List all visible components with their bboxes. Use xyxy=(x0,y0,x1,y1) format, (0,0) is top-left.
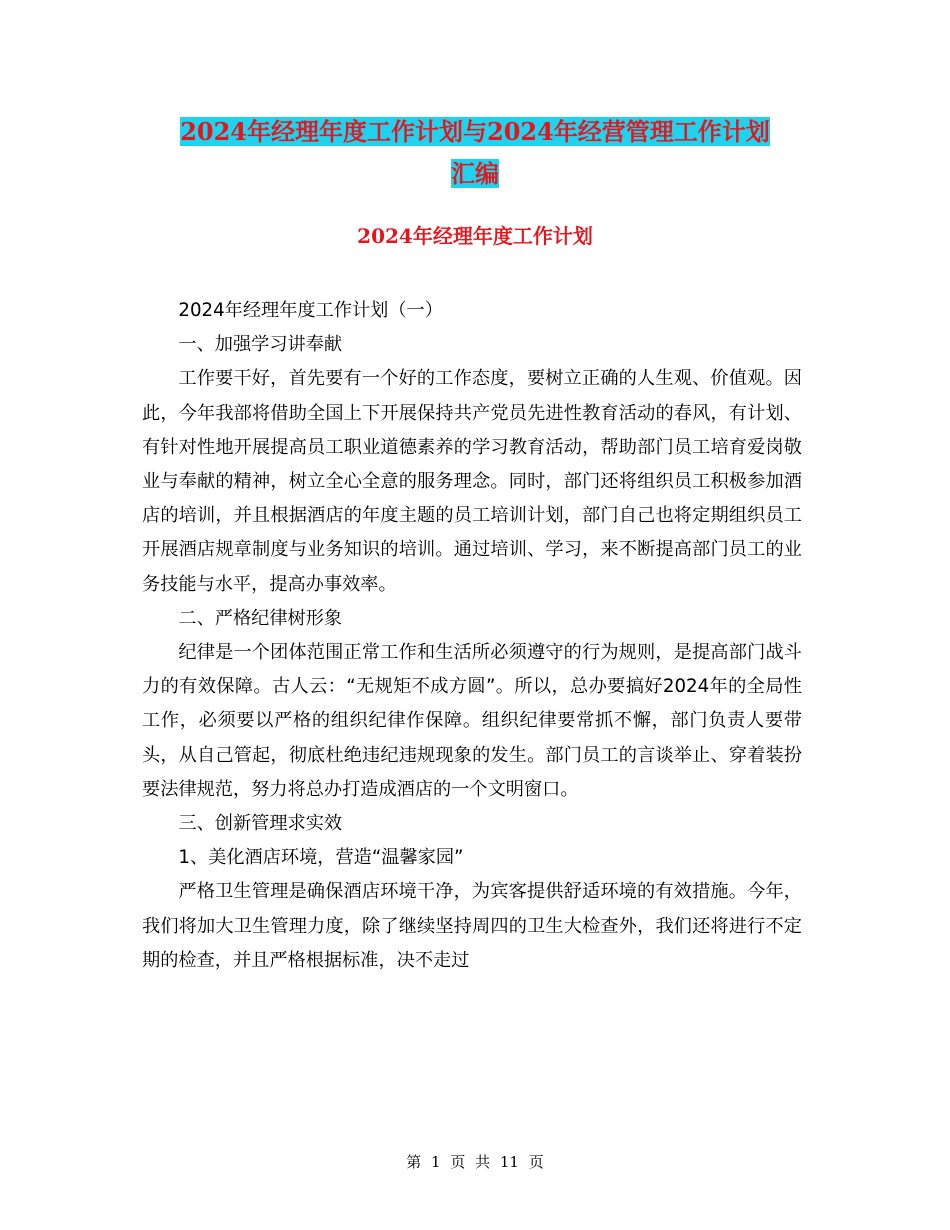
subheading-beautify-environment: 1、美化酒店环境，营造“温馨家园” xyxy=(178,847,464,869)
paragraph-discipline-image: 纪律是一个团体范围正常工作和生活所必须遵守的行为规则，是提高部门战斗力的有效保障。古人云：“无规矩不成方圆”。所以，总办要搞好2024年的全局性工作，必须要以严格的组织纪律作保障。组织纪律要常抓不懈，部门负责人要带头，从自己管起，彻底杜绝违纪违规现象的发生。部门员工的言谈举止、穿着装扮要法律规范，努力将总办打造成酒店的一个文明窗口。 xyxy=(142,642,802,800)
page-footer: 第 1 页 共 11 页 xyxy=(406,1153,544,1171)
paragraph-hygiene-management: 严格卫生管理是确保酒店环境干净，为宾客提供舒适环境的有效措施。今年，我们将加大卫生管理力度，除了继续坚持周四的卫生大检查外，我们还将进行不定期的检查，并且严格根据标准，决不走过 xyxy=(142,881,802,971)
heading-study-dedication: 一、加强学习讲奉献 xyxy=(178,334,343,356)
section-heading: 2024年经理年度工作计划 xyxy=(357,224,593,248)
plan-subtitle: 2024年经理年度工作计划（一） xyxy=(178,300,443,321)
document-body xyxy=(142,294,802,978)
document-title-continued xyxy=(0,155,950,192)
document-title-line-2: 汇编 xyxy=(451,159,499,188)
document-title-line-1: 2024年经理年度工作计划与2024年经营管理工作计划 xyxy=(180,117,770,146)
heading-innovative-management: 三、创新管理求实效 xyxy=(178,813,343,835)
heading-discipline-image: 二、严格纪律树形象 xyxy=(178,607,343,629)
document-title xyxy=(0,113,950,150)
paragraph-study-dedication: 工作要干好，首先要有一个好的工作态度，要树立正确的人生观、价值观。因此，今年我部将借助全国上下开展保持共产党员先进性教育活动的春风，有计划、有针对性地开展提高员工职业道德素养的学习教育活动，帮助部门员工培育爱岗敬业与奉献的精神，树立全心全意的服务理念。同时，部门还将组织员工积极参加酒店的培训，并且根据酒店的年度主题的员工培训计划，部门自己也将定期组织员工开展酒店规章制度与业务知识的培训。通过培训、学习，来不断提高部门员工的业务技能与水平，提高办事效率。 xyxy=(142,368,802,595)
